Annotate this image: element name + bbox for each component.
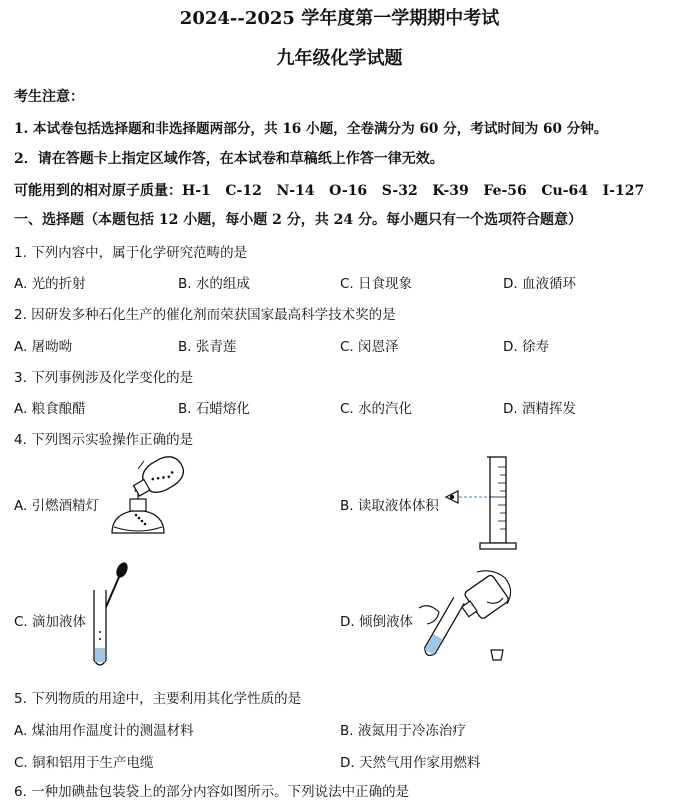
question-2-option-b: B. 张青莲 <box>178 339 237 355</box>
question-4-option-d: D. 倾倒液体 <box>340 614 413 630</box>
notice-item-2: 2．请在答题卡上指定区域作答，在本试卷和草稿纸上作答一律无效。 <box>14 151 444 167</box>
question-2-option-c: C. 闵恩泽 <box>340 339 399 355</box>
question-1-option-a: A. 光的折射 <box>14 276 86 292</box>
notice-heading: 考生注意： <box>14 89 84 105</box>
question-4-option-b: B. 读取液体体积 <box>340 498 439 514</box>
question-1-stem: 1. 下列内容中，属于化学研究范畴的是 <box>14 245 248 261</box>
question-3-option-d: D. 酒精挥发 <box>503 401 576 417</box>
question-3-option-c: C. 水的汽化 <box>340 401 413 417</box>
question-2-option-d: D. 徐寿 <box>503 339 549 355</box>
question-4-option-a: A. 引燃酒精灯 <box>14 498 100 514</box>
question-2-option-a: A. 屠呦呦 <box>14 339 73 355</box>
question-4-option-c: C. 滴加液体 <box>14 614 87 630</box>
question-3-option-a: A. 粮食酿醋 <box>14 401 86 417</box>
exam-subtitle: 九年级化学试题 <box>276 48 403 69</box>
question-1-option-c: C. 日食现象 <box>340 276 413 292</box>
question-5-option-b: B. 液氮用于冷冻治疗 <box>340 723 466 739</box>
dropper-test-tube-illustration <box>88 562 138 672</box>
question-5-option-a: A. 煤油用作温度计的测温材料 <box>14 723 194 739</box>
notice-item-1: 1. 本试卷包括选择题和非选择题两部分，共 16 小题，全卷满分为 60 分，考试时间为 60 分钟。 <box>14 121 608 137</box>
exam-title: 2024--2025 学年度第一学期期中考试 <box>179 8 500 29</box>
atomic-mass-line: 可能用到的相对原子质量：H-1 C-12 N-14 O-16 S-32 K-39 Fe-56 Cu-64 I-127 <box>14 183 645 199</box>
question-5-stem: 5. 下列物质的用途中，主要利用其化学性质的是 <box>14 691 302 707</box>
question-1-option-b: B. 水的组成 <box>178 276 250 292</box>
alcohol-lamp-illustration <box>100 455 200 550</box>
question-3-stem: 3. 下列事例涉及化学变化的是 <box>14 370 194 386</box>
question-1-option-d: D. 血液循环 <box>503 276 576 292</box>
graduated-cylinder-illustration <box>440 455 530 555</box>
question-2-stem: 2. 因研发多种石化生产的催化剂而荣获国家最高科学技术奖的是 <box>14 307 396 323</box>
pouring-liquid-illustration <box>415 568 525 668</box>
question-5-option-c: C. 铜和铝用于生产电缆 <box>14 755 154 771</box>
section-heading: 一、选择题（本题包括 12 小题，每小题 2 分，共 24 分。每小题只有一个选项符合题意） <box>14 212 582 228</box>
question-3-option-b: B. 石蜡熔化 <box>178 401 250 417</box>
question-5-option-d: D. 天然气用作家用燃料 <box>340 755 481 771</box>
question-4-stem: 4. 下列图示实验操作正确的是 <box>14 432 194 448</box>
question-6-stem: 6. 一种加碘盐包装袋上的部分内容如图所示。下列说法中正确的是 <box>14 784 410 800</box>
